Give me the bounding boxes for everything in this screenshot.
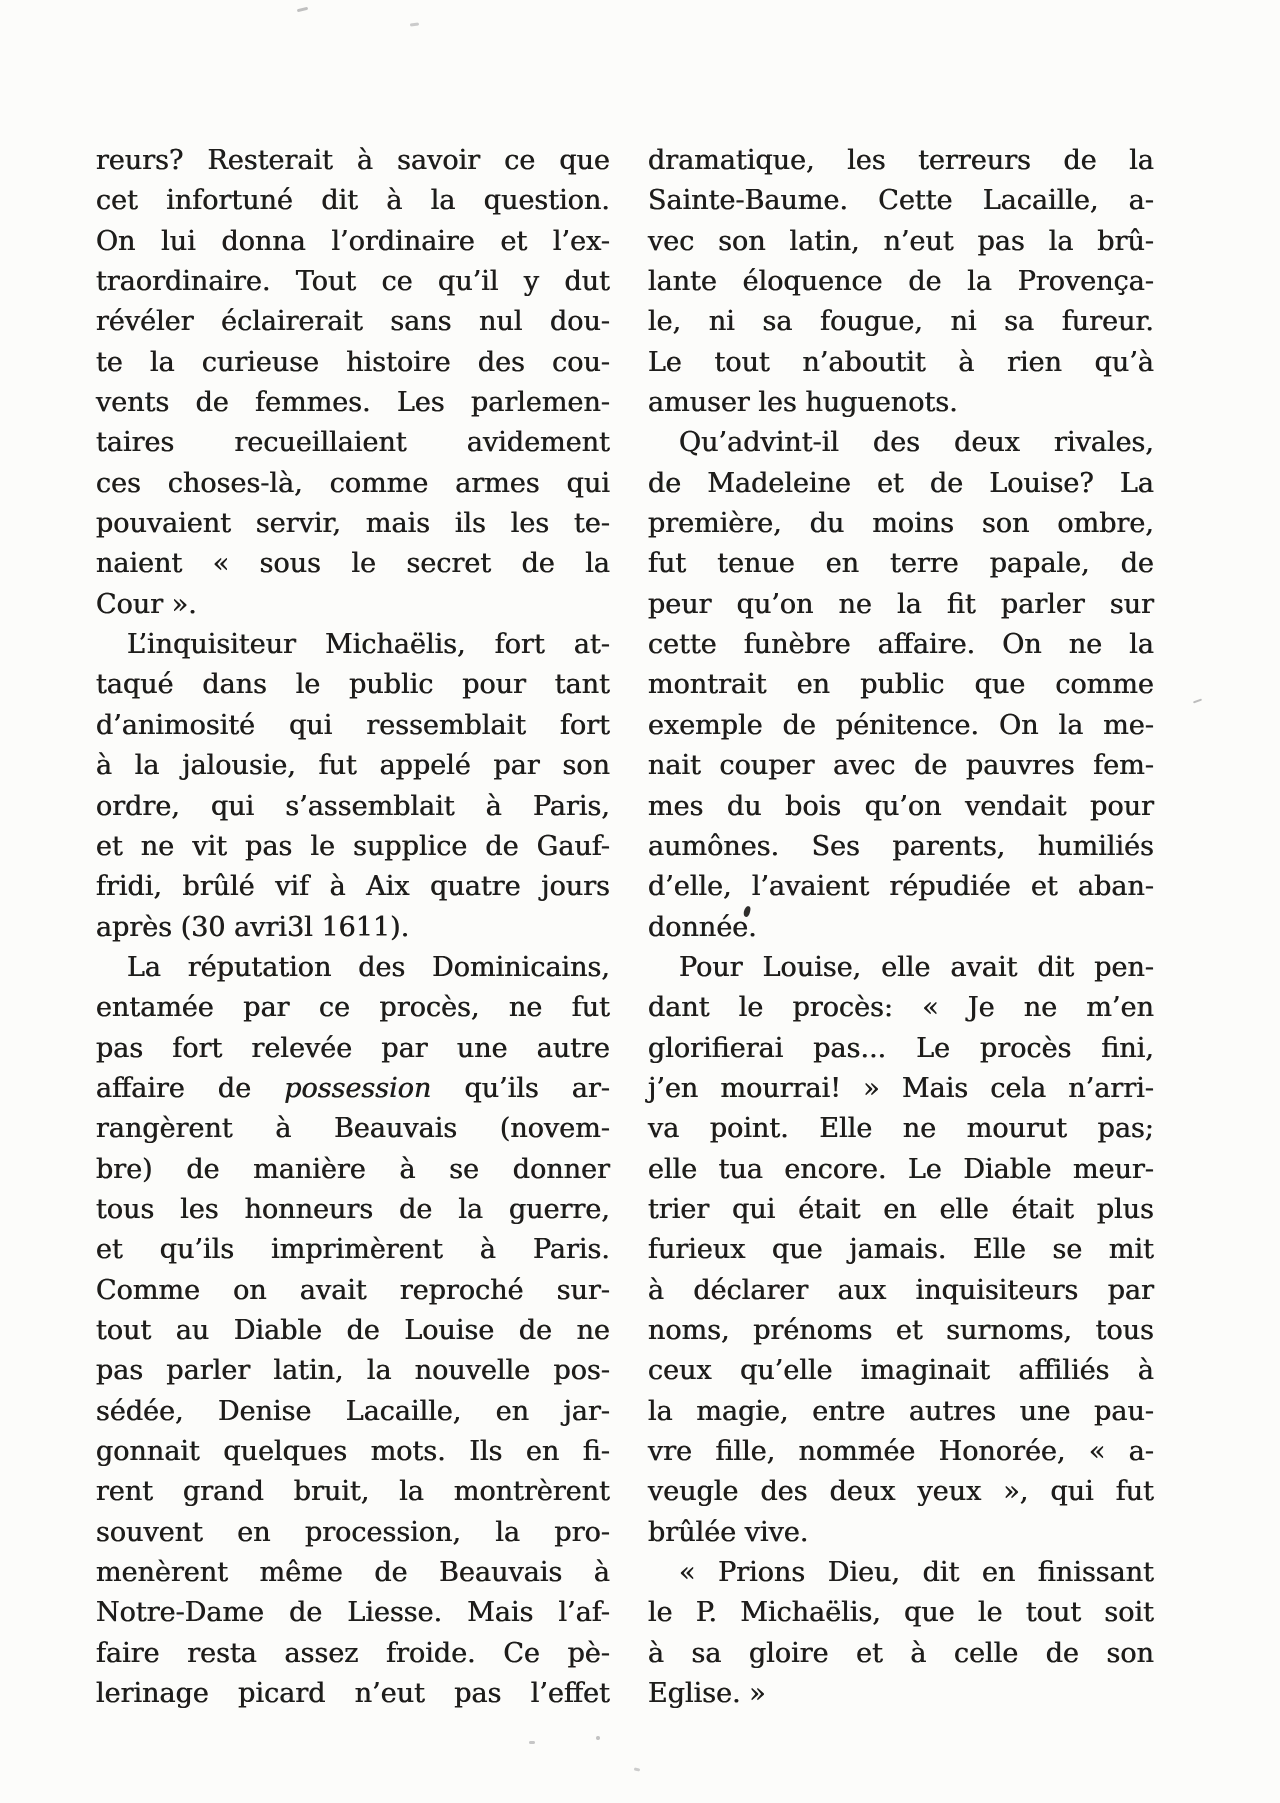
text-line: naient « sous le secret de la: [96, 548, 610, 580]
text-line: Sainte-Baume. Cette Lacaille, a-: [648, 185, 1154, 217]
scan-artifact: [1193, 699, 1202, 704]
scan-artifact: [297, 7, 308, 13]
text-line: lante éloquence de la Provença-: [648, 266, 1154, 298]
text-line: taires recueillaient avidement: [96, 427, 610, 459]
text-line: peur qu’on ne la fit parler sur: [648, 588, 1154, 620]
text-line: taqué dans le public pour tant: [96, 669, 610, 701]
text-line: d’animosité qui ressemblait fort: [96, 709, 610, 741]
text-line: vre fille, nommée Honorée, « a-: [648, 1436, 1154, 1467]
text-line: tous les honneurs de la guerre,: [96, 1193, 610, 1225]
text-line: faire resta assez froide. Ce pè-: [96, 1637, 610, 1669]
text-line: la magie, entre autres une pau-: [648, 1395, 1154, 1427]
text-line: reurs? Resterait à savoir ce que: [96, 145, 610, 176]
text-line: exemple de pénitence. On la me-: [648, 709, 1154, 741]
text-line: bre) de manière à se donner: [96, 1153, 610, 1185]
text-line: « Prions Dieu, dit en finissant: [679, 1557, 1154, 1589]
scan-artifact: [596, 1736, 600, 1740]
text-line: elle tua encore. Le Diable meur-: [648, 1153, 1154, 1185]
text-line: On lui donna l’ordinaire et l’ex-: [96, 225, 610, 257]
text-line: et qu’ils imprimèrent à Paris.: [96, 1234, 610, 1266]
text-line: menèrent même de Beauvais à: [96, 1557, 610, 1589]
text-line: La réputation des Dominicains,: [127, 951, 610, 983]
text-line: Le tout n’aboutit à rien qu’à: [648, 346, 1154, 378]
text-line: glorifierai pas... Le procès fini,: [648, 1032, 1154, 1064]
text-line: vents de femmes. Les parlemen-: [96, 387, 610, 419]
text-line: donnée.: [648, 911, 757, 943]
text-line: à sa gloire et à celle de son: [648, 1637, 1154, 1669]
scan-artifact: [634, 1767, 640, 1771]
text-line: dramatique, les terreurs de la: [648, 145, 1154, 176]
text-line: à la jalousie, fut appelé par son: [96, 750, 610, 782]
text-column-right: [648, 141, 1154, 1714]
text-line: Pour Louise, elle avait dit pen-: [679, 951, 1154, 983]
text-line: amuser les huguenots.: [648, 387, 958, 419]
text-line: va point. Elle ne mourut pas;: [648, 1113, 1154, 1145]
text-line: Qu’advint-il des deux rivales,: [679, 427, 1154, 459]
text-line: te la curieuse histoire des cou-: [96, 346, 610, 378]
text-line: à déclarer aux inquisiteurs par: [648, 1274, 1154, 1306]
text-line: ordre, qui s’assemblait à Paris,: [96, 790, 610, 822]
text-line: ceux qu’elle imaginait affiliés à: [648, 1355, 1154, 1387]
text-line: affaire de possession qu’ils ar-: [96, 1072, 610, 1104]
text-line: Comme on avait reproché sur-: [96, 1274, 610, 1306]
scan-artifact: [410, 22, 419, 26]
text-line: trier qui était en elle était plus: [648, 1193, 1154, 1225]
text-line: le, ni sa fougue, ni sa fureur.: [648, 306, 1154, 338]
text-line: entamée par ce procès, ne fut: [96, 992, 610, 1024]
text-line: rangèrent à Beauvais (novem-: [96, 1113, 610, 1145]
text-line: tout au Diable de Louise de ne: [96, 1314, 610, 1346]
text-line: sédée, Denise Lacaille, en jar-: [96, 1395, 610, 1427]
text-line: pouvaient servir, mais ils les te-: [96, 508, 610, 540]
text-line: après (30 avri3l 1611).: [96, 911, 410, 943]
text-line: furieux que jamais. Elle se mit: [648, 1234, 1154, 1266]
text-line: le P. Michaëlis, que le tout soit: [648, 1597, 1154, 1629]
text-line: vec son latin, n’eut pas la brû-: [648, 225, 1154, 257]
text-line: dant le procès: « Je ne m’en: [648, 992, 1154, 1024]
text-column-left: [96, 141, 610, 1714]
text-line: cet infortuné dit à la question.: [96, 185, 610, 217]
text-line: L’inquisiteur Michaëlis, fort at-: [127, 629, 610, 661]
text-line: pas parler latin, la nouvelle pos-: [96, 1355, 610, 1387]
scan-artifact: [529, 1741, 535, 1744]
text-line: rent grand bruit, la montrèrent: [96, 1476, 610, 1508]
text-line: mes du bois qu’on vendait pour: [648, 790, 1154, 822]
text-line: révéler éclairerait sans nul dou-: [96, 306, 610, 338]
text-line: Notre-Dame de Liesse. Mais l’af-: [96, 1597, 610, 1629]
text-line: ces choses-là, comme armes qui: [96, 467, 610, 499]
text-line: nait couper avec de pauvres fem-: [648, 750, 1154, 782]
text-line: de Madeleine et de Louise? La: [648, 467, 1154, 499]
text-line: souvent en procession, la pro-: [96, 1516, 610, 1548]
text-line: lerinage picard n’eut pas l’effet: [96, 1678, 610, 1710]
text-line: noms, prénoms et surnoms, tous: [648, 1314, 1154, 1346]
text-line: fridi, brûlé vif à Aix quatre jours: [96, 871, 610, 903]
text-line: gonnait quelques mots. Ils en fi-: [96, 1436, 610, 1467]
text-line: fut tenue en terre papale, de: [648, 548, 1154, 580]
text-line: brûlée vive.: [648, 1516, 809, 1548]
text-line: première, du moins son ombre,: [648, 508, 1154, 540]
text-line: d’elle, l’avaient répudiée et aban-: [648, 871, 1154, 903]
text-line: montrait en public que comme: [648, 669, 1154, 701]
text-line: traordinaire. Tout ce qu’il y dut: [96, 266, 610, 298]
text-line: Eglise. »: [648, 1678, 766, 1710]
text-line: Cour ».: [96, 588, 197, 620]
text-line: pas fort relevée par une autre: [96, 1032, 610, 1064]
text-line: j’en mourrai! » Mais cela n’arri-: [648, 1072, 1154, 1104]
text-line: aumônes. Ses parents, humiliés: [648, 830, 1154, 862]
text-line: veugle des deux yeux », qui fut: [648, 1476, 1154, 1508]
text-line: et ne vit pas le supplice de Gauf-: [96, 830, 610, 862]
text-line: cette funèbre affaire. On ne la: [648, 629, 1154, 661]
